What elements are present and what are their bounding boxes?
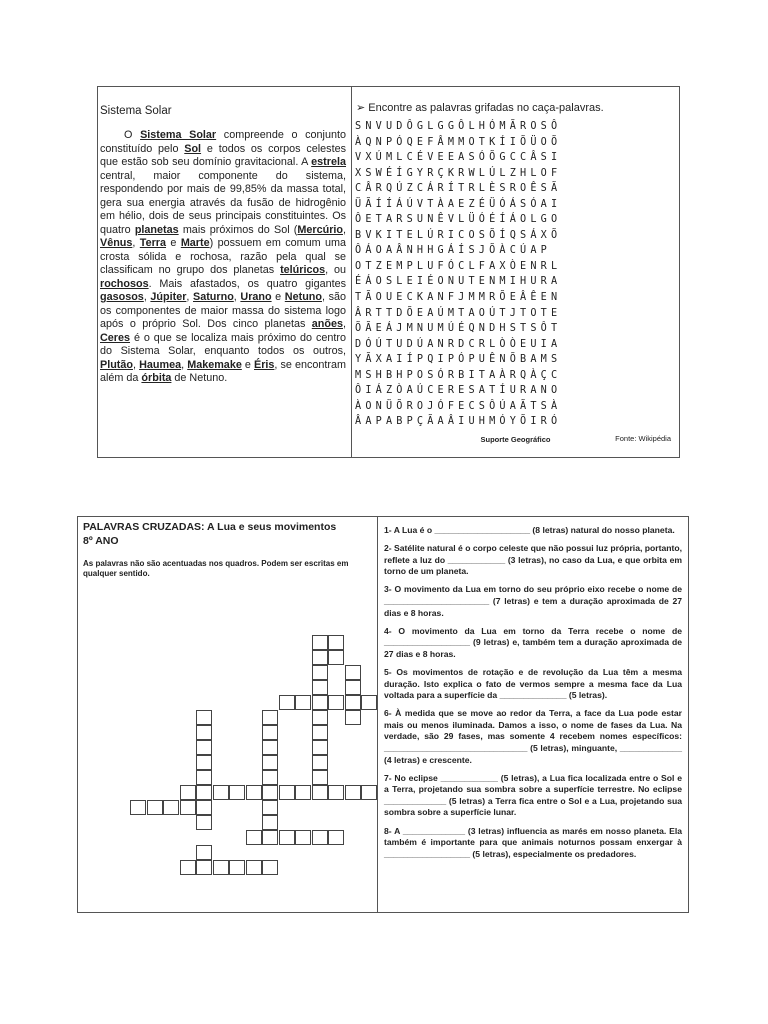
solar-system-worksheet [97, 86, 680, 458]
crossword-clues [384, 525, 682, 867]
text-run: O [124, 129, 141, 141]
crossword-title-line1: PALAVRAS CRUZADAS: A Lua e seus movimentos [83, 521, 337, 533]
crossword-cell[interactable] [262, 860, 278, 875]
word-search-row: ÂRTTDÕEAÚMTAOÚTJTOTE [355, 307, 562, 319]
word-search-row: BVKITELÚRICOSÕÍQSÁXÕ [355, 229, 562, 241]
crossword-cell[interactable] [180, 800, 196, 815]
crossword-cell[interactable] [328, 695, 344, 710]
word-search [352, 87, 679, 457]
crossword-cell[interactable] [213, 860, 229, 875]
crossword-cell[interactable] [262, 710, 278, 725]
text-run: , [143, 291, 151, 303]
keyword: Éris [254, 358, 275, 371]
crossword-cell[interactable] [328, 650, 344, 665]
crossword-grade: 8º ANO [83, 535, 119, 547]
crossword-cell[interactable] [196, 710, 212, 725]
crossword-cell[interactable] [262, 830, 278, 845]
text-run: , são os componentes de maior massa do sistema logo após o próprio Sol. Dos cinco planetas [100, 291, 346, 330]
keyword: Ceres [100, 331, 131, 344]
crossword-cell[interactable] [312, 725, 328, 740]
text-run: , se encontram além da [100, 358, 347, 384]
text-run: e todos os corpos celestes que estão sob seu domínio gravitacional. A [100, 142, 346, 168]
text-run: , [181, 358, 188, 371]
word-search-row: DÓÚTUDÚANRDCRLÒÒEUIA [355, 338, 562, 350]
crossword-clue: 4- O movimento da Lua em torno da Terra recebe o nome de __________________ (9 letras) e, também tem a duração aproximada de 27 dias e 8 horas. [384, 625, 682, 659]
text-run: , [343, 318, 346, 330]
crossword-clue: 8- A _____________ (3 letras) influencia as marés em nosso planeta. Ela também é importante para que animais noturnos possam enxergar à __________________ (5 letras), especialmente os predadores. [384, 825, 682, 859]
keyword: Marte [180, 237, 210, 249]
crossword-cell[interactable] [180, 785, 196, 800]
crossword-cell[interactable] [312, 785, 328, 800]
word-search-row: ÔIÁZÒAÚCERESATÍURANO [355, 385, 562, 397]
keyword: Mercúrio [297, 223, 343, 236]
crossword-cell[interactable] [345, 785, 361, 800]
crossword-cell[interactable] [196, 860, 212, 875]
crossword-cell[interactable] [312, 830, 328, 845]
crossword-cell[interactable] [196, 815, 212, 830]
text-run: , [186, 291, 193, 303]
word-search-row: YÃXAIÍPQIPÓPUÊNÕBAMS [355, 354, 562, 366]
text-run: , [233, 291, 241, 303]
keyword: Sol [184, 142, 202, 155]
keyword: Terra [139, 237, 167, 249]
keyword: telúricos [280, 264, 326, 276]
crossword-cell[interactable] [147, 800, 163, 815]
word-search-row: ÜÃÍÍÁÚVTÀAEZÉÜÓÁSÓAI [355, 198, 562, 210]
crossword-cell[interactable] [262, 815, 278, 830]
crossword-cell[interactable] [312, 695, 328, 710]
word-search-instruction: ➢ Encontre as palavras grifadas no caça-palavras. [356, 102, 604, 114]
crossword-cell[interactable] [262, 785, 278, 800]
crossword-cell[interactable] [361, 695, 377, 710]
text-run: e [241, 358, 254, 371]
word-search-row: ÀQNPÓQEFÂMMOTKÍIÕÜOÕ [355, 136, 562, 148]
word-search-row: ÂAPABPÇÃAÂIUHMÓYÕIRÓ [355, 416, 562, 428]
keyword: Plutão [100, 358, 133, 371]
crossword-cell[interactable] [295, 830, 311, 845]
word-search-row: TÃOUECKANFJMMRÕEÂÊEN [355, 292, 562, 304]
keyword: órbita [141, 372, 172, 384]
crossword-clue: 7- No eclipse ____________ (5 letras), a Lua fica localizada entre o Sol e a Terra, projetando sua sombra sobre a superfície terrestre. No eclipse _____________ (5 letras) a Terra fica entre o Sol e a Lua, projetando sua sombra sobre a superfície lunar. [384, 772, 682, 818]
word-search-row: ÀONÜÕROJÓFECSÔÚAÃTSÀ [355, 400, 562, 412]
crossword-cell[interactable] [295, 695, 311, 710]
crossword-cell[interactable] [196, 755, 212, 770]
crossword-cell[interactable] [229, 860, 245, 875]
keyword: Vênus [100, 237, 133, 249]
crossword-cell[interactable] [312, 755, 328, 770]
word-search-row: ÉÁOSLEIÉONUTENMIHURA [355, 276, 562, 288]
crossword-cell[interactable] [328, 785, 344, 800]
text-run: , ou [325, 264, 346, 276]
crossword-note: As palavras não são acentuadas nos quadros. Podem ser escritas em qualquer sentido. [83, 559, 349, 578]
text-run: central, maior componente do sistema, respondendo por mais de 99,85% da massa total, gera sua energia através da fusão de hidrogênio em hélio, dois de seus principais constituintes. Os quatro [100, 169, 346, 236]
crossword-clue: 2- Satélite natural é o corpo celeste que não possui luz própria, portanto, reflete a luz do ____________ (3 letras), no caso da Lua, e que orbita em torno de um planeta. [384, 543, 682, 577]
crossword-cell[interactable] [312, 680, 328, 695]
keyword: Urano [240, 291, 272, 303]
keyword: rochosos [100, 277, 149, 290]
text-run: , [133, 358, 140, 371]
crossword-cell[interactable] [196, 785, 212, 800]
crossword-cell[interactable] [246, 785, 262, 800]
text-run: é o que se localiza mais próximo do centro do Sistema Solar, enquanto todos os outros, [100, 331, 346, 357]
keyword: Haumea [139, 358, 182, 371]
crossword-cell[interactable] [196, 725, 212, 740]
crossword-cell[interactable] [262, 755, 278, 770]
solar-title: Sistema Solar [100, 105, 172, 117]
crossword-cell[interactable] [130, 800, 146, 815]
crossword-cell[interactable] [345, 695, 361, 710]
crossword-clue: 6- À medida que se move ao redor da Terra, a face da Lua pode estar mais ou menos iluminada. Damos a isso, o nome de fases da Lua. Na verdade, são 29 fases, mas somente 4 recebem nomes específicos: ______________________________ (5 letras), minguante, _____________ (4 letras) e crescente. [384, 708, 682, 765]
word-search-row: ÕÃEÁJMNUMÚÉQNDHSTSÔT [355, 323, 562, 335]
crossword-cell[interactable] [180, 860, 196, 875]
crossword-cell[interactable] [262, 725, 278, 740]
crossword-worksheet [77, 516, 689, 913]
word-search-row: MSHBHPOSÓRBITAÀRQÀÇC [355, 369, 562, 381]
crossword-cell[interactable] [279, 695, 295, 710]
keyword: Júpiter [150, 291, 187, 303]
crossword-clue: 5- Os movimentos de rotação e de revolução da Lua têm a mesma duração. Isto explica o fato de vermos sempre a mesma face da Lua voltada para a superfície da ______________ (5 letras). [384, 666, 682, 701]
crossword-cell[interactable] [246, 830, 262, 845]
crossword-cell[interactable] [345, 665, 361, 680]
crossword-cell[interactable] [262, 800, 278, 815]
word-search-row: ÔETARSUNÊVLÜÓÉÍÁOLGO [355, 214, 562, 226]
crossword-cell[interactable] [196, 800, 212, 815]
text-run: , [132, 237, 140, 249]
crossword-cell[interactable] [213, 785, 229, 800]
text-run: e [271, 291, 285, 303]
word-search-row: ÔÁOAÂNHHGÁÍSJÕÀCÚAP [355, 245, 551, 257]
crossword-cell[interactable] [312, 770, 328, 785]
word-search-row: VXÚMLCÉVEEASÓÕGCCÂSI [355, 152, 562, 164]
crossword-cell[interactable] [163, 800, 179, 815]
text-run: , [343, 223, 346, 236]
crossword-cell[interactable] [196, 770, 212, 785]
text-run: . Mais afastados, os quatro gigantes [148, 277, 346, 290]
crossword-cell[interactable] [262, 740, 278, 755]
text-run: e [166, 237, 181, 249]
crossword-cell[interactable] [279, 830, 295, 845]
text-run: de Netuno. [171, 372, 228, 384]
keyword: Sistema Solar [140, 129, 217, 141]
crossword-cell[interactable] [262, 770, 278, 785]
crossword-cell[interactable] [312, 710, 328, 725]
crossword-cell[interactable] [345, 680, 361, 695]
crossword-cell[interactable] [361, 785, 377, 800]
keyword: anões [311, 318, 343, 330]
crossword-cell[interactable] [196, 845, 212, 860]
crossword-cell[interactable] [312, 650, 328, 665]
word-search-credit: Suporte Geográfico [480, 435, 551, 444]
solar-paragraph [100, 129, 346, 386]
crossword-cell[interactable] [279, 785, 295, 800]
word-search-row: OTZEMPLUFÓCLFAXÒENRL [355, 260, 562, 272]
crossword-cell[interactable] [345, 710, 361, 725]
crossword-cell[interactable] [328, 635, 344, 650]
crossword-cell[interactable] [312, 665, 328, 680]
crossword-cell[interactable] [295, 785, 311, 800]
crossword-cell[interactable] [229, 785, 245, 800]
crossword-cell[interactable] [328, 830, 344, 845]
word-search-row: SNVUDÔGLGGÔLHÓMÃROSÔ [355, 121, 562, 132]
word-search-grid [355, 119, 561, 430]
word-search-row: CÂRQÚZCÁRÍTRLÈSROÊSÃ [355, 183, 562, 195]
keyword: estrela [311, 156, 346, 168]
keyword: gasosos [100, 291, 144, 303]
text-run: compreende o conjunto constituído pelo [100, 129, 346, 155]
source-credit: Fonte: Wikipédia [615, 434, 671, 443]
crossword-cell[interactable] [312, 740, 328, 755]
crossword-cell[interactable] [246, 860, 262, 875]
crossword-title [83, 520, 336, 548]
text-run: ) possuem em comum uma crosta sólida e rochosa, razão pela qual se classificam no grupo dos planetas [100, 237, 346, 276]
crossword-clue: 1- A Lua é o ____________________ (8 letras) natural do nosso planeta. [384, 525, 675, 535]
keyword: Netuno [284, 291, 322, 303]
column-divider [377, 517, 378, 912]
crossword-cell[interactable] [312, 635, 328, 650]
text-run: mais próximos do Sol ( [178, 223, 298, 236]
keyword: Makemake [187, 358, 242, 371]
keyword: planetas [134, 223, 179, 236]
word-search-row: XSWÉÍGYRÇKRWLÚLZHLOF [355, 167, 562, 179]
crossword-cell[interactable] [196, 740, 212, 755]
solar-system-text-box [98, 105, 351, 386]
keyword: Saturno [193, 291, 234, 303]
crossword-clue: 3- O movimento da Lua em torno do seu próprio eixo recebe o nome de ______________________ (7 letras) e tem a duração aproximada de 27 dias e 8 horas. [384, 584, 682, 618]
